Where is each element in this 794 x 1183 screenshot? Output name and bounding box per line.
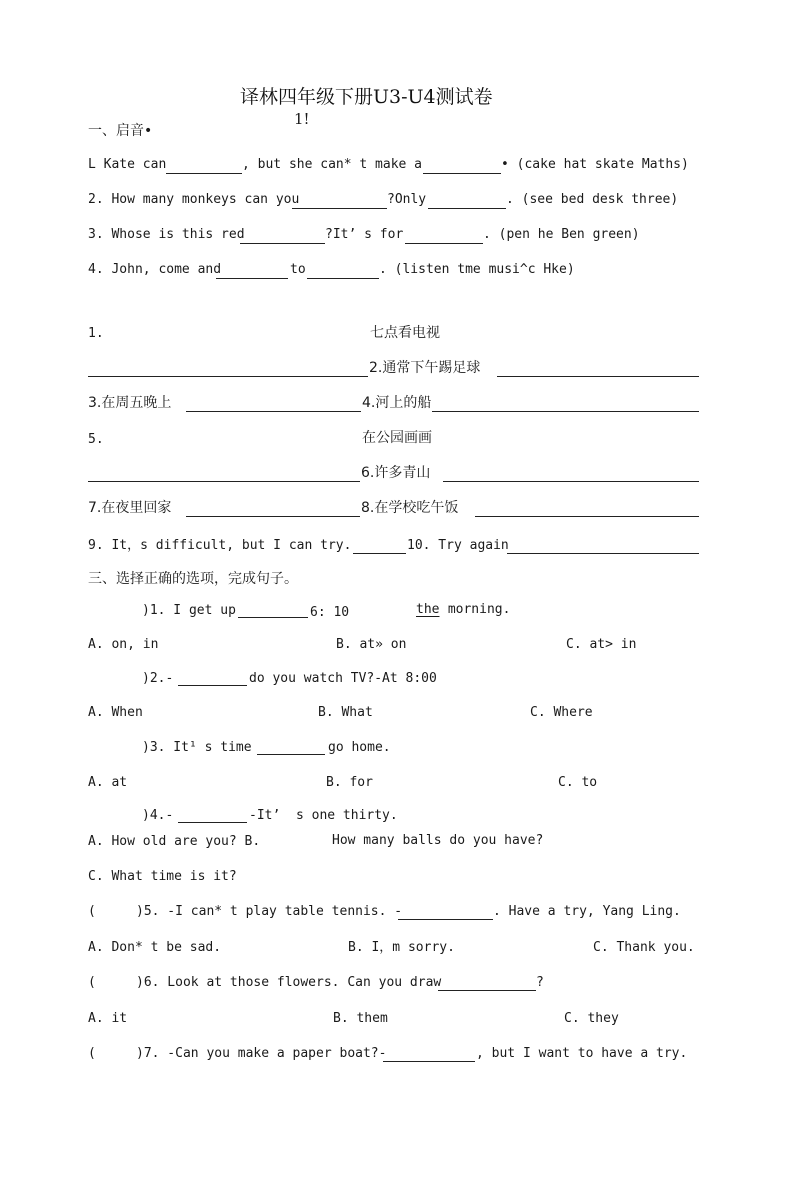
phrase-5-num: 5. — [88, 432, 104, 447]
phrase-1-num: 1. — [88, 326, 104, 341]
blank[interactable] — [178, 685, 247, 686]
phrase-7: 7.在夜里回家 — [88, 500, 172, 516]
blank[interactable] — [438, 990, 536, 991]
phrase-8: 8.在学校吃午饭 — [361, 500, 459, 516]
blank[interactable] — [88, 376, 368, 377]
option-a[interactable]: A. When — [88, 705, 143, 720]
phrase-4: 4.河上的船 — [362, 395, 432, 411]
phrase-3: 3.在周五晚上 — [88, 395, 172, 411]
blank[interactable] — [240, 243, 325, 244]
section3-heading: 三、选择正确的选项，完成句子。 — [88, 571, 298, 587]
option-a[interactable]: A. Don* t be sad. — [88, 940, 222, 955]
blank[interactable] — [353, 553, 406, 554]
paren: ( — [88, 904, 96, 919]
option-c[interactable]: C. Thank you. — [593, 940, 695, 955]
choice-q6: )6. Look at those flowers. Can you draw — [136, 975, 442, 990]
option-a[interactable]: A. at — [88, 775, 128, 790]
option-a[interactable]: A. on, in — [88, 637, 159, 652]
option-c[interactable]: C. to — [558, 775, 598, 790]
choice-q3: )3. It¹ s time — [142, 740, 252, 755]
option-c[interactable]: C. at> in — [566, 637, 637, 652]
blank[interactable] — [443, 481, 699, 482]
paren: ( — [88, 975, 96, 990]
blank[interactable] — [507, 553, 699, 554]
blank[interactable] — [475, 516, 699, 517]
blank[interactable] — [186, 516, 360, 517]
blank[interactable] — [88, 481, 360, 482]
blank[interactable] — [383, 1061, 475, 1062]
choice-q4: )4.- — [142, 808, 174, 823]
option-b[interactable]: B. them — [333, 1011, 388, 1026]
option-b[interactable]: B. I，m sorry. — [348, 940, 455, 955]
choice-q5: )5. -I can* t play table tennis. - — [136, 904, 403, 919]
blank[interactable] — [428, 208, 506, 209]
choice-q2: )2.- — [142, 671, 174, 686]
page-subtitle: 1! — [294, 110, 310, 128]
phrase-1: 七点看电视 — [370, 325, 440, 341]
phrase-10: 10. Try again — [407, 538, 509, 553]
option-b[interactable]: B. for — [326, 775, 373, 790]
blank[interactable] — [216, 278, 288, 279]
phrase-6: 6.许多青山 — [361, 465, 431, 481]
page-title: 译林四年级下册U3-U4测试卷 — [240, 86, 493, 108]
section1-heading: 一、启音• — [88, 123, 153, 139]
blank[interactable] — [178, 822, 247, 823]
choice-q1: )1. I get up — [142, 603, 236, 618]
blank[interactable] — [497, 376, 699, 377]
choice-q7: )7. -Can you make a paper boat?- — [136, 1046, 387, 1061]
blank[interactable] — [166, 173, 242, 174]
blank[interactable] — [238, 617, 308, 618]
blank[interactable] — [398, 919, 493, 920]
option-c[interactable]: C. they — [564, 1011, 619, 1026]
phrase-5: 在公园画画 — [362, 430, 432, 446]
blank[interactable] — [405, 243, 483, 244]
phrase-2: 2.通常下午踢足球 — [369, 360, 481, 376]
blank[interactable] — [423, 173, 501, 174]
option-b[interactable]: How many balls do you have? — [332, 833, 544, 848]
option-a[interactable]: A. How old are you? B. — [88, 834, 261, 849]
phrase-9: 9. It，s difficult, but I can try. — [88, 538, 352, 553]
option-c[interactable]: C. What time is it? — [88, 869, 237, 884]
blank[interactable] — [432, 411, 699, 412]
option-b[interactable]: B. What — [318, 705, 373, 720]
paren: ( — [88, 1046, 96, 1061]
blank[interactable] — [307, 278, 379, 279]
option-a[interactable]: A. it — [88, 1011, 128, 1026]
option-c[interactable]: C. Where — [530, 705, 593, 720]
option-b[interactable]: B. at» on — [336, 637, 407, 652]
blank[interactable] — [186, 411, 361, 412]
blank[interactable] — [257, 754, 325, 755]
blank[interactable] — [292, 208, 387, 209]
